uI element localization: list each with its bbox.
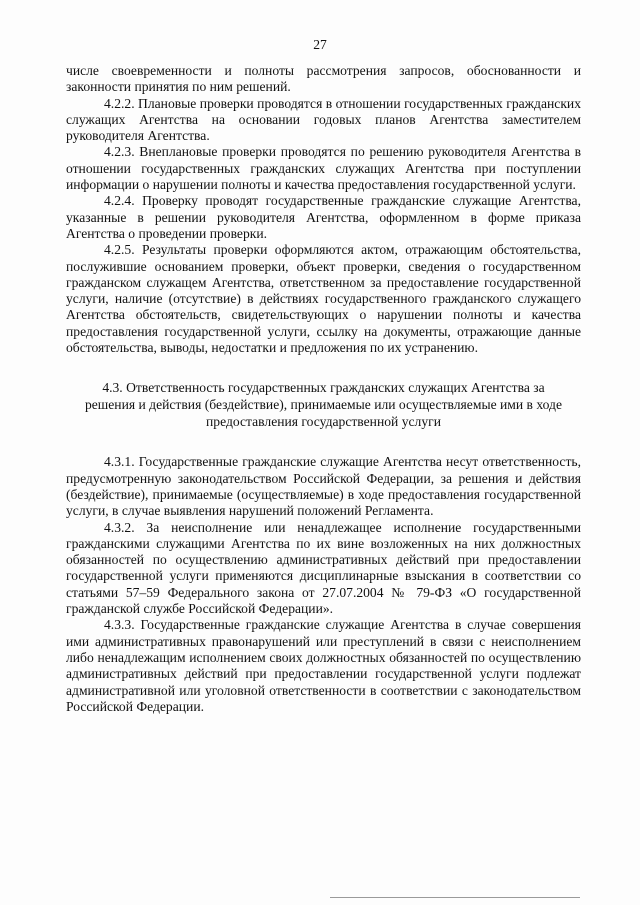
page-number: 27 [313,37,327,52]
paragraph-continuation: числе своевременности и полноты рассмотрения запросов, обоснованности и законности принятия по ним решений. [66,63,581,95]
footer-rule [330,897,580,898]
paragraph-4-2-2: 4.2.2. Плановые проверки проводятся в отношении государственных гражданских служащих Агентства на основании годовых планов Агентства заместителем руководителя Агентства. [66,95,581,144]
paragraph-4-2-4: 4.2.4. Проверку проводят государственные гражданские служащие Агентства, указанные в решении руководителя Агентства, оформленном в форме приказа Агентства о проведении проверки. [66,193,581,241]
section-heading-4-3: 4.3. Ответственность государственных гражданских служащих Агентства за решения и действия (бездействие), принимаемые или осуществляемые ими в ходе предоставления государственной услуги [84,380,563,430]
spacer [66,430,581,454]
document-body [66,63,581,715]
paragraph-4-3-2: 4.3.2. За неисполнение или ненадлежащее исполнение государственными гражданскими служащими Агентства по их вине возложенных на них должностных обязанностей по осуществлению административных действий при предоставлении государственной услуги применяются дисциплинарные взыскания в соответствии со статьями 57–59 Федерального закона от 27.07.2004 № 79-ФЗ «О государственной гражданской службе Российской Федерации». [66,519,581,617]
paragraph-4-3-1: 4.3.1. Государственные гражданские служащие Агентства несут ответственность, предусмотренную законодательством Российской Федерации, за решения и действия (бездействие), принимаемые (осуществляемые) в ходе предоставления государственной услуги, в случае выявления нарушений положений Регламента. [66,454,581,519]
paragraph-4-2-3: 4.2.3. Внеплановые проверки проводятся по решению руководителя Агентства в отношении государственных гражданских служащих Агентства при поступлении информации о нарушении полноты и качества предоставления государственной услуги. [66,144,581,193]
paragraph-4-3-3: 4.3.3. Государственные гражданские служащие Агентства в случае совершения ими административных правонарушений или преступлений в связи с неисполнением либо ненадлежащим исполнением своих должностных обязанностей по осуществлению административных действий при предоставлении государственной услуги подлежат административной или уголовной ответственности в соответствии с законодательством Российской Федерации. [66,617,581,714]
paragraph-4-2-5: 4.2.5. Результаты проверки оформляются актом, отражающим обстоятельства, послужившие основанием проверки, объект проверки, сведения о государственном гражданском служащем Агентства, ответственном за предоставление государственной услуги, наличие (отсутствие) в действиях государственного гражданского служащего Агентства обстоятельств, свидетельствующих о нарушении полноты и качества предоставления государственной услуги, ссылку на документы, отражающие данные обстоятельства, выводы, недостатки и предложения по их устранению. [66,242,581,356]
